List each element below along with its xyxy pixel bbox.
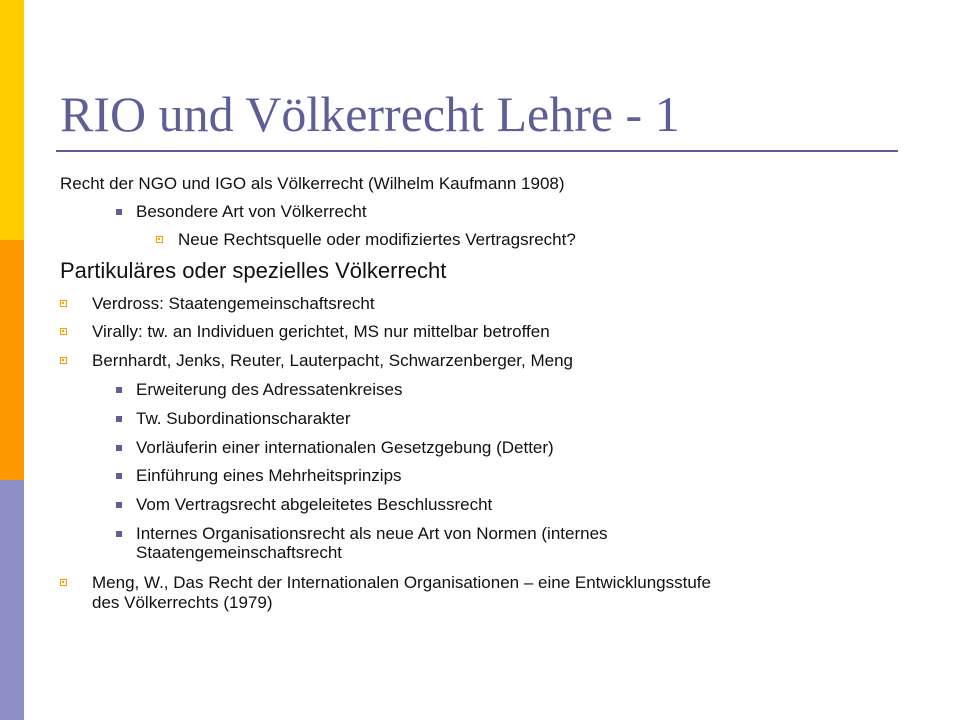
title-divider [56, 150, 898, 152]
hollow-square-bullet-icon [156, 236, 163, 243]
text-line-mehrheitsprinzip: Einführung eines Mehrheitsprinzips [136, 466, 402, 485]
text-line-meng-cont: des Völkerrechts (1979) [92, 593, 273, 612]
text-line-beschlussrecht: Vom Vertragsrecht abgeleitetes Beschlussrecht [136, 495, 493, 514]
square-bullet-icon [116, 416, 122, 422]
text-line-kaufmann: Recht der NGO und IGO als Völkerrecht (Wilhelm Kaufmann 1908) [60, 174, 565, 193]
square-bullet-icon [116, 473, 122, 479]
text-line-subordination: Tw. Subordinationscharakter [136, 409, 351, 428]
text-line-internes-organisationsrecht: Internes Organisationsrecht als neue Art von Normen (internes [136, 524, 608, 543]
square-bullet-icon [116, 387, 122, 393]
text-line-vorlauferin: Vorläuferin einer internationalen Gesetzgebung (Detter) [136, 438, 554, 457]
text-line-besondere-art: Besondere Art von Völkerrecht [136, 202, 367, 221]
section-heading-partikulares: Partikuläres oder spezielles Völkerrecht [60, 258, 447, 283]
decorative-stripe-top [0, 0, 24, 240]
slide-title: RIO und Völkerrecht Lehre - 1 [60, 86, 680, 142]
text-line-meng: Meng, W., Das Recht der Internationalen Organisationen – eine Entwicklungsstufe [92, 573, 711, 592]
decorative-stripe-middle [0, 240, 24, 480]
hollow-square-bullet-icon [60, 579, 67, 586]
text-line-erweiterung: Erweiterung des Adressatenkreises [136, 380, 403, 399]
square-bullet-icon [116, 209, 122, 215]
text-line-virally: Virally: tw. an Individuen gerichtet, MS nur mittelbar betroffen [92, 322, 550, 341]
text-line-internes-organisationsrecht-cont: Staatengemeinschaftsrecht [136, 543, 343, 562]
square-bullet-icon [116, 502, 122, 508]
hollow-square-bullet-icon [60, 357, 67, 364]
hollow-square-bullet-icon [60, 328, 67, 335]
decorative-stripe-bottom [0, 480, 24, 720]
square-bullet-icon [116, 445, 122, 451]
square-bullet-icon [116, 531, 122, 537]
hollow-square-bullet-icon [60, 300, 67, 307]
text-line-neue-rechtsquelle: Neue Rechtsquelle oder modifiziertes Vertragsrecht? [178, 230, 576, 249]
text-line-bernhardt: Bernhardt, Jenks, Reuter, Lauterpacht, Schwarzenberger, Meng [92, 351, 573, 370]
text-line-verdross: Verdross: Staatengemeinschaftsrecht [92, 294, 375, 313]
